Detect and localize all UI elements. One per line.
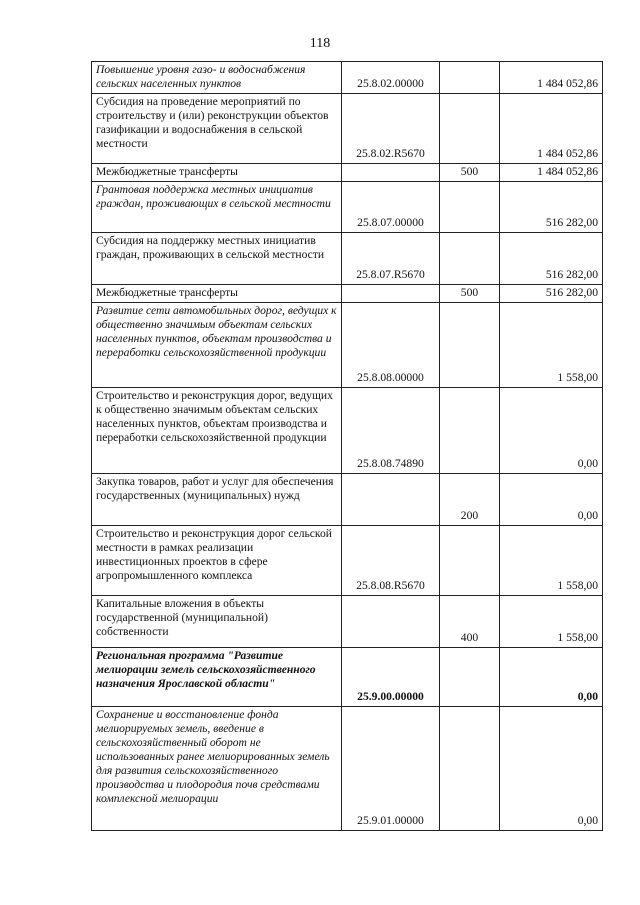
row-name: Развитие сети автомобильных дорог, ведущих к общественно значимым объектам сельских населенных пунктов, объектам производства и переработки сельскохозяйственной продукции <box>92 303 342 388</box>
table-row <box>92 182 603 233</box>
row-code: 25.8.08.74890 <box>342 388 440 474</box>
row-amount: 0,00 <box>500 474 603 526</box>
row-expense-type: 200 <box>440 474 500 526</box>
row-name: Строительство и реконструкция дорог сельской местности в рамках реализации инвестиционных проектов в сфере агропромышленного комплекса <box>92 526 342 596</box>
row-name: Грантовая поддержка местных инициатив граждан, проживающих в сельской местности <box>92 182 342 233</box>
table-row <box>92 303 603 388</box>
row-name: Закупка товаров, работ и услуг для обеспечения государственных (муниципальных) нужд <box>92 474 342 526</box>
table-row <box>92 62 603 94</box>
row-amount: 1 484 052,86 <box>500 94 603 164</box>
row-amount: 1 558,00 <box>500 596 603 648</box>
row-name: Повышение уровня газо- и водоснабжения сельских населенных пунктов <box>92 62 342 94</box>
row-code: 25.8.07.R5670 <box>342 233 440 285</box>
row-expense-type <box>440 526 500 596</box>
row-expense-type: 500 <box>440 164 500 182</box>
row-expense-type <box>440 648 500 707</box>
row-amount: 516 282,00 <box>500 285 603 303</box>
row-amount: 1 484 052,86 <box>500 164 603 182</box>
row-code: 25.8.08.R5670 <box>342 526 440 596</box>
row-expense-type: 400 <box>440 596 500 648</box>
row-amount: 1 558,00 <box>500 303 603 388</box>
row-amount: 0,00 <box>500 388 603 474</box>
table-row <box>92 94 603 164</box>
row-amount: 0,00 <box>500 707 603 831</box>
row-code: 25.8.08.00000 <box>342 303 440 388</box>
page-number: 118 <box>309 36 331 51</box>
row-code: 25.8.02.R5670 <box>342 94 440 164</box>
row-expense-type <box>440 233 500 285</box>
row-expense-type <box>440 388 500 474</box>
row-code: 25.9.01.00000 <box>342 707 440 831</box>
row-name: Субсидия на поддержку местных инициатив граждан, проживающих в сельской местности <box>92 233 342 285</box>
row-name: Межбюджетные трансферты <box>92 164 342 182</box>
row-code <box>342 474 440 526</box>
row-code <box>342 164 440 182</box>
row-name: Строительство и реконструкция дорог, ведущих к общественно значимым объектам сельских населенных пунктов, объектам производства и переработки сельскохозяйственной продукции <box>92 388 342 474</box>
table-row <box>92 526 603 596</box>
table-row <box>92 233 603 285</box>
row-name: Сохранение и восстановление фонда мелиорируемых земель, введение в сельскохозяйственный оборот не использованных ранее мелиорированных земель для развития сельскохозяйственного производства и плодородия почв средствами комплексной мелиорации <box>92 707 342 831</box>
row-amount: 1 558,00 <box>500 526 603 596</box>
row-code: 25.8.02.00000 <box>342 62 440 94</box>
row-expense-type: 500 <box>440 285 500 303</box>
table-row <box>92 164 603 182</box>
row-name: Капитальные вложения в объекты государственной (муниципальной) собственности <box>92 596 342 648</box>
row-expense-type <box>440 94 500 164</box>
row-code: 25.9.00.00000 <box>342 648 440 707</box>
row-expense-type <box>440 303 500 388</box>
row-expense-type <box>440 707 500 831</box>
row-amount: 0,00 <box>500 648 603 707</box>
table-row <box>92 648 603 707</box>
row-amount: 516 282,00 <box>500 233 603 285</box>
row-code <box>342 596 440 648</box>
table-row <box>92 596 603 648</box>
table-row <box>92 707 603 831</box>
table-row <box>92 388 603 474</box>
row-name: Региональная программа "Развитие мелиорации земель сельскохозяйственного назначения Ярославской области" <box>92 648 342 707</box>
table-row <box>92 285 603 303</box>
row-expense-type <box>440 62 500 94</box>
row-expense-type <box>440 182 500 233</box>
budget-table <box>91 61 603 831</box>
row-amount: 1 484 052,86 <box>500 62 603 94</box>
row-name: Субсидия на проведение мероприятий по строительству и (или) реконструкции объектов газификации и водоснабжения в сельской местности <box>92 94 342 164</box>
row-name: Межбюджетные трансферты <box>92 285 342 303</box>
table-row <box>92 474 603 526</box>
row-code <box>342 285 440 303</box>
row-code: 25.8.07.00000 <box>342 182 440 233</box>
row-amount: 516 282,00 <box>500 182 603 233</box>
